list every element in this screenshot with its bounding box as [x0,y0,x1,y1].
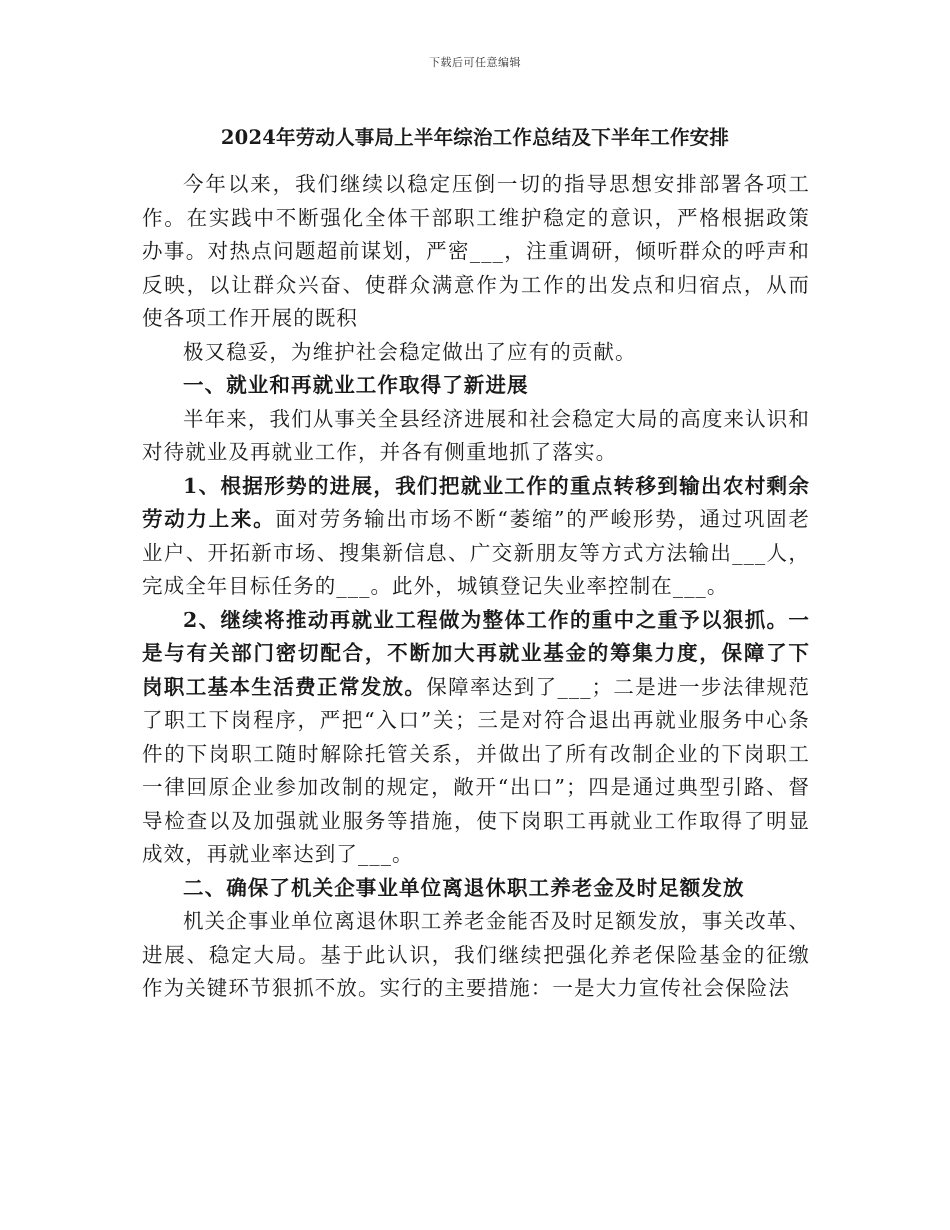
header-note: 下载后可任意编辑 [429,56,521,69]
document-body [142,168,810,1006]
section-heading-1: 一、就业和再就业工作取得了新进展 [183,373,529,397]
paragraph-intro: 今年以来，我们继续以稳定压倒一切的指导思想安排部署各项工作。在实践中不断强化全体干部职工维护稳定的意识，严格根据政策办事。对热点问题超前谋划，严密___，注重调研，倾听群众的呼声和反映，以让群众兴奋、使群众满意作为工作的出发点和归宿点，从而使各项工作开展的既积 [142,172,810,330]
item-1-body: 面对劳务输出市场不断“萎缩”的严峻形势，通过巩固老业户、开拓新市场、搜集新信息、广交新朋友等方式方法输出___人，完成全年目标任务的___。此外，城镇登记失业率控制在___。 [142,507,810,598]
paragraph-intro-continued: 极又稳妥，为维护社会稳定做出了应有的贡献。 [183,339,637,364]
item-2-lead: 2、继续将推动再就业工程做为整体工作的重中之重予以狠抓。一是与有关部门密切配合，不断加大再就业基金的筹集力度，保障了下岗职工基本生活费正常发放。 [142,607,810,699]
document-title: 2024年劳动人事局上半年综治工作总结及下半年工作安排 [220,126,730,149]
paragraph-pension: 机关企事业单位离退休职工养老金能否及时足额发放，事关改革、进展、稳定大局。基于此认识，我们继续把强化养老保险基金的征缴作为关键环节狠抓不放。实行的主要措施：一是大力宣传社会保险法 [142,909,810,1000]
paragraph-employment-overview: 半年来，我们从事关全县经济进展和社会稳定大局的高度来认识和对待就业及再就业工作，并各有侧重地抓了落实。 [142,406,810,464]
paragraph-item-1 [142,470,810,604]
paragraph-item-2 [142,604,810,872]
item-1-lead: 1、根据形势的进展，我们把就业工作的重点转移到输出农村剩余劳动力上来。 [142,473,810,531]
item-2-body: 保障率达到了___；二是进一步法律规范了职工下岗程序，严把“入口”关；三是对符合退出再就业服务中心条件的下岗职工随时解除托管关系，并做出了所有改制企业的下岗职工一律回原企业参加改制的规定，敞开“出口”；四是通过典型引路、督导检查以及加强就业服务等措施，使下岗职工再就业工作取得了明显成效，再就业率达到了___。 [142,674,810,866]
section-heading-2: 二、确保了机关企事业单位离退休职工养老金及时足额发放 [183,875,745,900]
